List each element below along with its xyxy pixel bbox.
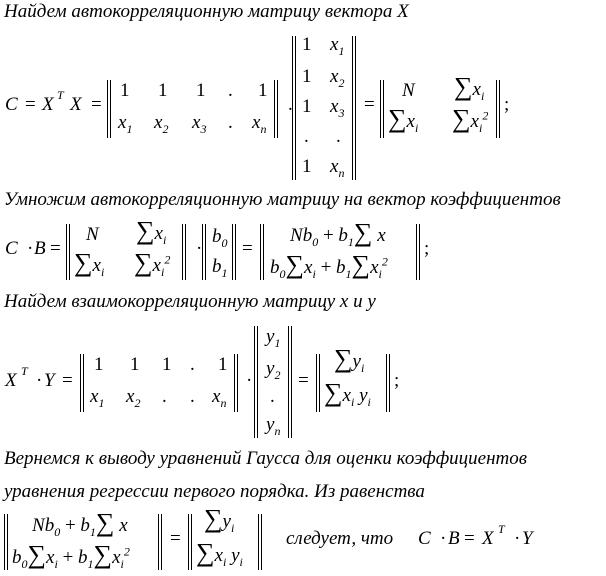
eq3-xt-r2c3: . xyxy=(162,386,167,407)
eq3-t: T xyxy=(21,364,28,378)
eq1-x-r2c1: 1 xyxy=(302,66,312,87)
eq3-xt-r2c5: $x_n$ xyxy=(212,386,227,410)
eq4-l-bracket-right xyxy=(158,514,162,570)
eq1-res-bracket-right xyxy=(496,80,500,138)
eq4-x: X xyxy=(482,528,494,549)
eq1-x-r1c2: $x_1$ xyxy=(330,34,345,58)
heading-crosscorrelation: Найдем взаимокорреляционную матрицу x и y xyxy=(4,291,376,312)
eq4-c: C xyxy=(418,528,431,549)
eq3-xt-bracket-left xyxy=(80,354,84,412)
eq2-m-bracket-right xyxy=(182,224,186,280)
eq1-x2: X xyxy=(70,94,82,115)
eq3-y2: $y_2$ xyxy=(266,358,281,382)
eq3-eq-b: = xyxy=(298,370,309,391)
eq1-x-r4c1: . xyxy=(304,126,309,147)
eq1-x-r4c2: . xyxy=(336,126,341,147)
eq3-r-sumxy: $\sum x_i$ $y_i$ xyxy=(324,378,371,409)
eq2-eq-a: = xyxy=(50,238,61,259)
eq1-x-r2c2: $x_2$ xyxy=(330,66,345,90)
eq1-xt-r2c4: . xyxy=(228,112,233,133)
eq4-l-bracket-left xyxy=(4,514,8,570)
eq1-res-sumx: $\sum x_i$ xyxy=(454,72,485,103)
eq3-ydot: . xyxy=(270,386,275,407)
eq1-xt-bracket xyxy=(107,80,111,138)
eq3-cdot-b: · xyxy=(246,370,253,391)
eq1-xt-bracket-right xyxy=(274,80,278,138)
eq4-cdot-a: · xyxy=(440,528,447,549)
eq2-r-bracket-left xyxy=(260,224,264,280)
eq4-l-row2: $b_0\sum x_i + b_1\sum x_i^2$ xyxy=(12,540,130,571)
eq1-xt-r2c5: $x_n$ xyxy=(252,112,267,136)
eq3-xt-r2c2: $x_2$ xyxy=(126,386,141,410)
eq1-xt-r2c3: $x_3$ xyxy=(192,112,207,136)
eq4-r-bracket-left xyxy=(188,514,192,570)
eq1-x-bracket-right xyxy=(352,36,356,180)
eq3-r-bracket-right xyxy=(386,354,390,412)
eq1-res-sumx-b: $\sum x_i$ xyxy=(388,104,419,135)
eq4-cdot-b: · xyxy=(514,528,521,549)
eq4-t: T xyxy=(498,522,505,536)
eq2-m-sumx: $\sum x_i$ xyxy=(136,216,167,247)
eq3-xt-r1c3: 1 xyxy=(162,354,172,375)
eq3-semi: ; xyxy=(394,370,400,391)
eq1-t: T xyxy=(57,88,64,102)
eq3-xt-r1c5: 1 xyxy=(218,354,228,375)
eq1-x-r5c1: 1 xyxy=(302,156,312,177)
eq1-res-n: N xyxy=(402,80,415,101)
eq2-b: B xyxy=(34,238,46,259)
eq1-xt-r1c1: 1 xyxy=(120,80,130,101)
eq2-r-row2: $b_0\sum x_i + b_1\sum x_i^2$ xyxy=(270,250,388,281)
eq1-xt-r1c3: 1 xyxy=(196,80,206,101)
eq2-v-bracket-left xyxy=(202,224,206,280)
eq1-eq-c: = xyxy=(364,94,375,115)
eq1-x-r5c2: $x_n$ xyxy=(330,156,345,180)
eq3-r-bracket-left xyxy=(316,354,320,412)
eq3-eq-a: = xyxy=(62,370,73,391)
eq1-x-r1c1: 1 xyxy=(302,34,312,55)
eq1-eq-b: = xyxy=(91,94,102,115)
eq2-v-b1: $b_1$ xyxy=(212,256,228,280)
eq3-xt-r2c1: $x_1$ xyxy=(90,386,105,410)
eq4-r-sumxy: $\sum x_i$ $y_i$ xyxy=(196,538,243,569)
eq2-r-row1: $Nb_0 + b_1\sum$ x xyxy=(290,218,386,249)
eq1-res-bracket-left xyxy=(380,80,384,138)
eq2-m-n: N xyxy=(86,224,99,245)
eq1-x-r3c2: $x_3$ xyxy=(330,96,345,120)
eq1-c: C xyxy=(5,94,18,115)
eq1-xt-r1c2: 1 xyxy=(158,80,168,101)
eq2-m-sumx-b: $\sum x_i$ xyxy=(74,248,105,279)
heading-gauss-2: уравнения регрессии первого порядка. Из равенства xyxy=(4,481,425,502)
eq2-cdot-b: · xyxy=(196,238,203,259)
eq3-y-bracket-left xyxy=(254,326,258,438)
heading-multiply: Умножим автокорреляционную матрицу на вектор коэффициентов xyxy=(4,189,561,210)
eq4-b: B xyxy=(448,528,460,549)
eq1-res-sumx2: $\sum x_i^2$ xyxy=(452,104,489,135)
heading-autocorrelation: Найдем автокорреляционную матрицу вектора X xyxy=(4,1,409,22)
eq4-r-bracket-right xyxy=(258,514,262,570)
eq3-y: Y xyxy=(44,370,55,391)
eq2-semi: ; xyxy=(424,238,430,259)
eq1-xt-r2c1: $x_1$ xyxy=(118,112,133,136)
eq1-eq-a: = xyxy=(25,94,36,115)
eq2-r-bracket-right xyxy=(416,224,420,280)
eq4-y: Y xyxy=(522,528,533,549)
eq1-xt-r1c4: . xyxy=(228,80,233,101)
heading-gauss-1: Вернемся к выводу уравнений Гаусса для оценки коэффициентов xyxy=(4,448,528,469)
eq1-x-bracket-left xyxy=(292,36,296,180)
eq1-xt-r2c2: $x_2$ xyxy=(154,112,169,136)
eq1-semi: ; xyxy=(504,94,510,115)
eq1-x-r3c1: 1 xyxy=(302,96,312,117)
eq1-x1: X xyxy=(42,94,54,115)
eq2-v-b0: $b_0$ xyxy=(212,226,228,250)
eq2-m-bracket-left xyxy=(66,224,70,280)
eq3-xt-r1c2: 1 xyxy=(130,354,140,375)
eq4-follows: следует, что xyxy=(286,528,394,549)
eq2-v-bracket-right xyxy=(232,224,236,280)
eq2-c: C xyxy=(5,238,18,259)
eq3-yn: $y_n$ xyxy=(266,414,281,438)
eq2-eq-b: = xyxy=(242,238,253,259)
eq3-xt-r1c1: 1 xyxy=(94,354,104,375)
eq4-l-row1: $Nb_0 + b_1\sum$ x xyxy=(32,508,128,539)
eq3-cdot-a: · xyxy=(36,370,43,391)
eq2-cdot-a: · xyxy=(27,238,34,259)
eq3-xt-bracket-right xyxy=(234,354,238,412)
eq3-x: X xyxy=(5,370,17,391)
eq3-xt-r2c4: . xyxy=(190,386,195,407)
eq2-m-sumx2: $\sum x_i^2$ xyxy=(134,248,171,279)
eq4-r-sumy: $\sum y_i$ xyxy=(204,504,235,535)
eq1-xt-r1c5: 1 xyxy=(258,80,268,101)
eq3-xt-r1c4: . xyxy=(190,354,195,375)
eq3-y1: $y_1$ xyxy=(266,326,281,350)
eq4-eq-b: = xyxy=(464,528,475,549)
eq3-r-sumy: $\sum y_i$ xyxy=(334,344,365,375)
eq3-y-bracket-right xyxy=(288,326,292,438)
eq4-eq-a: = xyxy=(170,528,181,549)
eq1-dot-mul: . xyxy=(288,94,293,115)
